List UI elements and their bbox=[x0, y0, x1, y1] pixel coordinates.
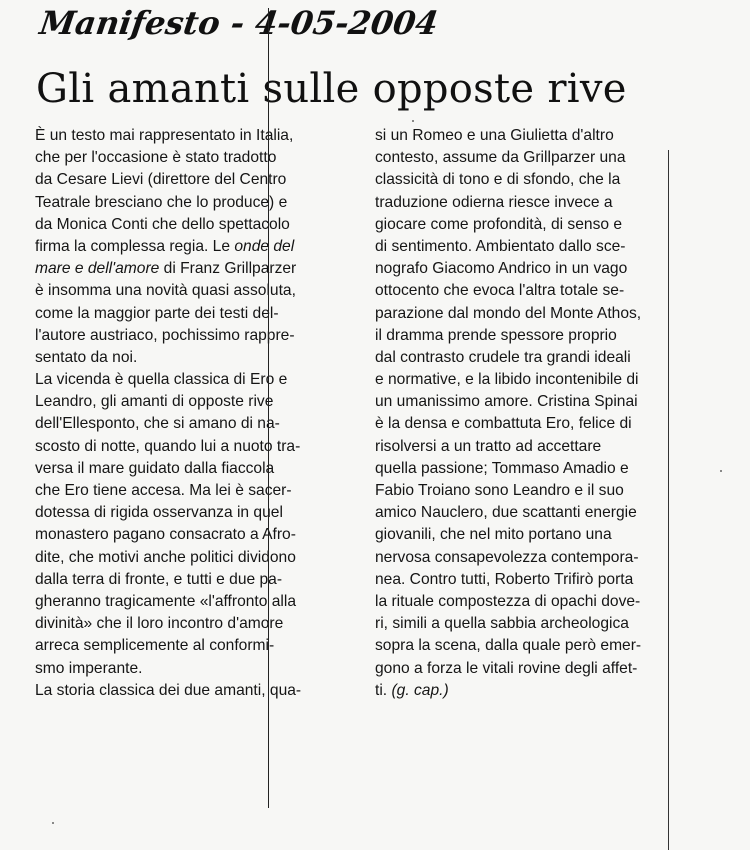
article-line: giovanili, che nel mito portano una bbox=[375, 526, 612, 544]
article-line: che per l'occasione è stato tradotto bbox=[35, 149, 277, 167]
fold-line-right bbox=[668, 150, 669, 850]
article-line: scosto di notte, quando lui a nuoto tra- bbox=[35, 437, 301, 455]
article-line: contesto, assume da Grillparzer una bbox=[375, 149, 626, 167]
article-line: il dramma prende spessore proprio bbox=[375, 326, 617, 344]
article-line: dell'Ellesponto, che si amano di na- bbox=[35, 415, 280, 433]
article-line: classicità di tono e di sfondo, che la bbox=[375, 171, 621, 189]
fold-line bbox=[268, 8, 269, 808]
article-line: si un Romeo e una Giulietta d'altro bbox=[375, 127, 614, 144]
article-line: versa il mare guidato dalla fiaccola bbox=[35, 459, 275, 477]
article-line: La storia classica dei due amanti, qua- bbox=[35, 681, 302, 699]
article-line: ri, simili a quella sabbia archeologica bbox=[375, 615, 629, 633]
scan-speck bbox=[412, 120, 414, 122]
handwritten-source-note: Manifesto - 4-05-2004 bbox=[37, 4, 441, 42]
article-line: l'autore austriaco, pochissimo rappre- bbox=[35, 326, 295, 344]
article-line: nografo Giacomo Andrico in un vago bbox=[375, 260, 628, 278]
article-line: È un testo mai rappresentato in Italia, bbox=[35, 127, 294, 144]
article-line: parazione dal mondo del Monte Athos, bbox=[375, 304, 642, 322]
article-line: Fabio Troiano sono Leandro e il suo bbox=[375, 482, 624, 499]
article-line: la rituale compostezza di opachi dove- bbox=[375, 592, 641, 610]
article-line: dalla terra di fronte, e tutti e due pa- bbox=[35, 570, 283, 588]
article-line: sentato da noi. bbox=[35, 348, 138, 366]
play-title: onde del bbox=[234, 237, 295, 255]
article-line: La vicenda è quella classica di Ero e bbox=[35, 371, 288, 389]
article-line: di sentimento. Ambientato dallo sce- bbox=[375, 237, 626, 255]
article-line: e normative, e la libido incontenibile di bbox=[375, 371, 639, 389]
article-line: firma la complessa regia. Le onde del bbox=[35, 237, 295, 255]
article-line: Leandro, gli amanti di opposte rive bbox=[35, 393, 274, 411]
article-line: divinità» che il loro incontro d'amore bbox=[35, 615, 284, 633]
article-line: come la maggior parte dei testi del- bbox=[35, 304, 279, 322]
article-line: Teatrale bresciano che lo produce) e bbox=[35, 193, 288, 211]
article-headline: Gli amanti sulle opposte rive bbox=[36, 66, 627, 112]
article-line: quella passione; Tommaso Amadio e bbox=[375, 459, 629, 477]
article-line: nea. Contro tutti, Roberto Trifirò porta bbox=[375, 570, 634, 588]
article-line: giocare come profondità, di senso e bbox=[375, 215, 623, 233]
article-right-column bbox=[375, 125, 705, 702]
article-line: gono a forza le vitali rovine degli affet- bbox=[375, 659, 638, 677]
article-line: ottocento che evoca l'altra totale se- bbox=[375, 282, 625, 300]
play-title: mare e dell'amore bbox=[35, 260, 160, 278]
article-line: mare e dell'amore di Franz Grillparzer bbox=[35, 260, 297, 278]
article-line: monastero pagano consacrato a Afro- bbox=[35, 526, 296, 544]
article-left-column bbox=[35, 125, 357, 702]
scan-speck bbox=[52, 822, 54, 824]
article-line: amico Nauclero, due scattanti energie bbox=[375, 504, 637, 522]
article-line: arreca semplicemente al conformi- bbox=[35, 637, 275, 655]
article-line: dal contrasto crudele tra grandi ideali bbox=[375, 348, 631, 366]
scan-speck bbox=[720, 470, 722, 472]
author-signature: (g. cap.) bbox=[391, 681, 449, 699]
article-line: è insomma una novità quasi assoluta, bbox=[35, 282, 296, 300]
article-line: sopra la scena, dalla quale però emer- bbox=[375, 637, 642, 655]
article-line: dotessa di rigida osservanza in quel bbox=[35, 504, 283, 522]
article-line: traduzione odierna riesce invece a bbox=[375, 193, 613, 211]
article-line: ti. (g. cap.) bbox=[375, 681, 449, 699]
article-line: un umanissimo amore. Cristina Spinai bbox=[375, 393, 638, 411]
article-line: che Ero tiene accesa. Ma lei è sacer- bbox=[35, 482, 292, 499]
article-line: dite, che motivi anche politici dividono bbox=[35, 548, 296, 566]
article-line: smo imperante. bbox=[35, 659, 143, 677]
article-line: da Monica Conti che dello spettacolo bbox=[35, 215, 290, 233]
article-line: è la densa e combattuta Ero, felice di bbox=[375, 415, 632, 433]
article-line: da Cesare Lievi (direttore del Centro bbox=[35, 171, 287, 189]
article-line: risolversi a un tratto ad accettare bbox=[375, 437, 602, 455]
article-line: nervosa consapevolezza contempora- bbox=[375, 548, 639, 566]
article-line: gheranno tragicamente «l'affronto alla bbox=[35, 592, 297, 610]
